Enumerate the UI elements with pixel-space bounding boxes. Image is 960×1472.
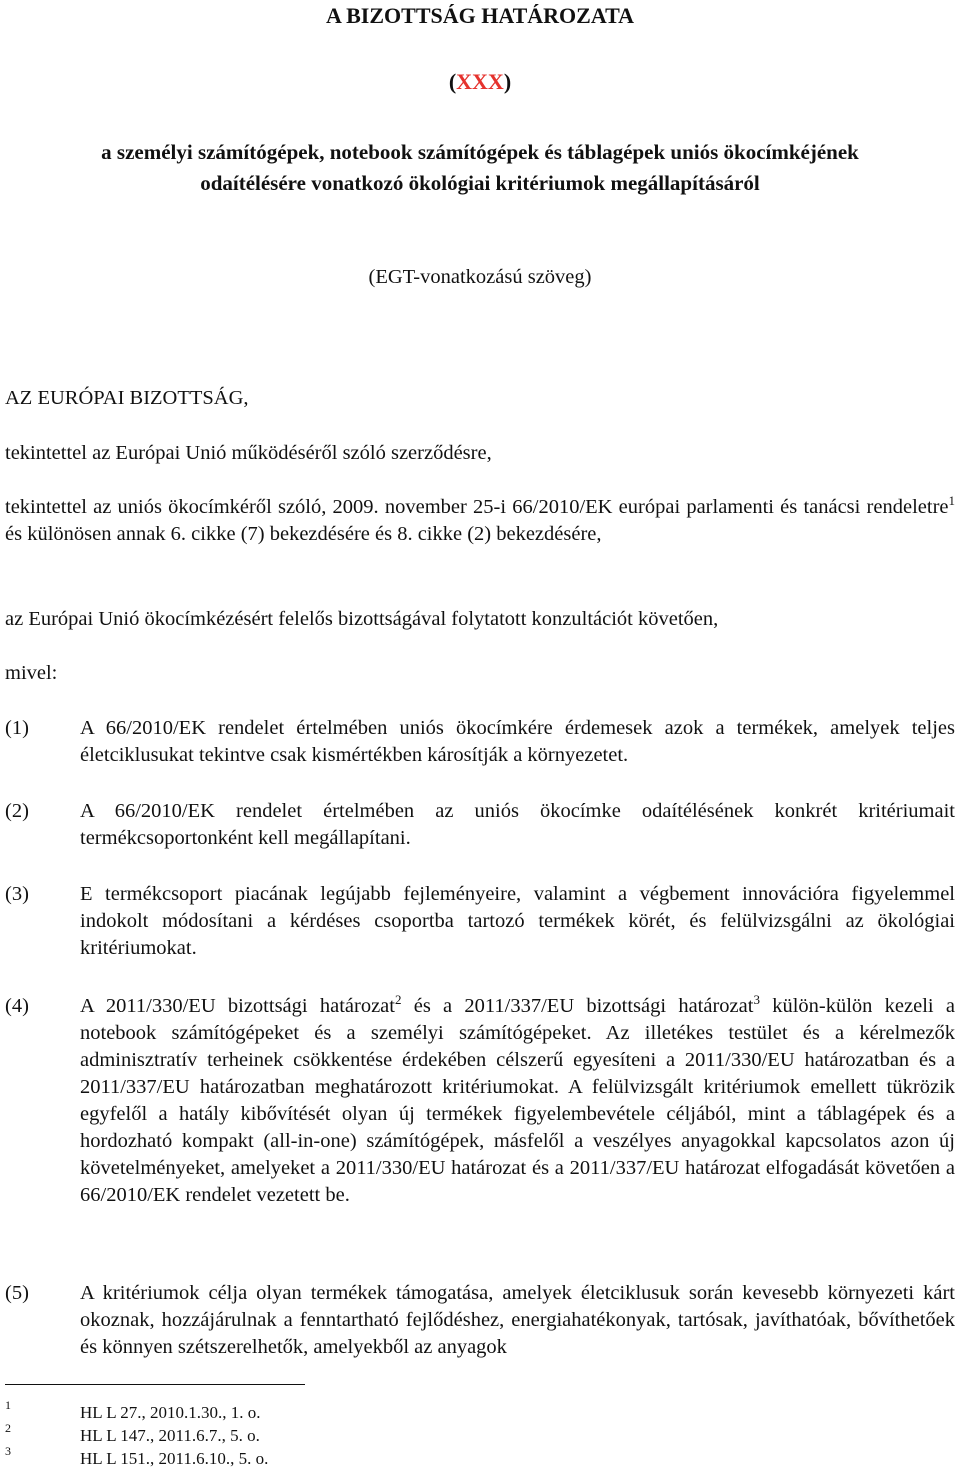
footnote-ref-1[interactable]: 1 [948,493,955,509]
recital-4-text-c: külön-külön kezeli a notebook számítógépeket és a személyi számítógépeket. Az illetékes testület és a kérelmezők adminisztratív terheinek csökkentése érdekében célszerű egyesíteni a 2011/330/EU határozatban és a 2011/337/EU határozatban meghatározott kritériumokat. A felülvizsgált kritériumok emellett tükrözik egyfelől a hatály kibővítését olyan új termékek figyelembevétele céljából, mint a táblagépek és a hordozható kompakt (all-in-one) számítógépek, másfelől a veszélyes anyagokkal kapcsolatos azon új követelményeket, amelyeket a 2011/330/EU határozat és a 2011/337/EU határozat elfogadását követően a 66/2010/EK rendelet vezetett be. [80,995,955,1206]
citation-consultation: az Európai Unió ökocímkézésért felelős bizottságával folytatott konzultációt követően, [5,608,719,630]
recital-number: (5) [5,1282,29,1304]
citation-regulation [5,494,955,548]
recital-text: A 66/2010/EK rendelet értelmében uniós ökocímkére érdemesek azok a termékek, amelyek teljes életciklusukat tekintve csak kismértékben károsítják a környezetet. [80,717,955,766]
recital-number: (3) [5,883,29,905]
footnote-number: 2 [5,1421,11,1435]
eea-relevance-note: (EGT-vonatkozású szöveg) [368,266,592,288]
footnote-text: HL L 27., 2010.1.30., 1. o. [80,1403,261,1422]
recital-text: E termékcsoport piacának legújabb fejleményeire, valamint a végbement innovációra figyelemmel indokolt módosítani a kérdéses csoportba tartozó termékek körét, és felülvizsgálni az ökológiai kritériumokat. [80,883,955,959]
recital-number: (1) [5,717,29,739]
decision-title: A BIZOTTSÁG HATÁROZATA [325,3,635,28]
footnote-number: 1 [5,1398,11,1412]
footnote-text: HL L 151., 2011.6.10., 5. o. [80,1449,269,1468]
recital-text: A 66/2010/EK rendelet értelmében az uniós ökocímke odaítélésének konkrét kritériumait termékcsoportonként kell megállapítani. [80,800,955,849]
recital-number: (2) [5,800,29,822]
recital-4-text-b: és a 2011/337/EU bizottsági határozat [401,995,754,1017]
footnote-separator [5,1384,305,1385]
citation-regulation-text-a: tekintettel az uniós ökocímkéről szóló, 2009. november 25-i 66/2010/EK európai parlamenti és tanácsi rendeletre [5,496,949,518]
citation-regulation-text-b: és különösen annak 6. cikke (7) bekezdésére és 8. cikke (2) bekezdésére, [5,523,602,545]
citation-treaty: tekintettel az Európai Unió működéséről szóló szerződésre, [5,442,492,464]
subtitle-line-1: a személyi számítógépek, notebook számítógépek és táblagépek uniós ökocímkéjének [101,140,859,164]
footnote-number: 3 [5,1444,11,1458]
subtitle-line-2: odaítélésére vonatkozó ökológiai kritériumok megállapításáról [200,171,760,195]
decision-number-placeholder: XXX [456,69,504,94]
recital-text [80,993,955,1209]
footnote-ref-3[interactable]: 3 [753,992,760,1008]
decision-number [0,69,960,95]
recital-text: A kritériumok célja olyan termékek támogatása, amelyek életciklusuk során kevesebb környezeti kárt okoznak, hozzájárulnak a fenntartható fejlődéshez, energiahatékonyak, tartósak, javíthatóak, bővíthetőek és könnyen szétszerelhetők, amelyekből az anyagok [80,1282,955,1358]
whereas-label: mivel: [5,662,58,684]
footnote-ref-2[interactable]: 2 [394,992,402,1008]
recital-number: (4) [5,995,29,1017]
number-open-paren: ( [448,69,457,94]
footnote-text: HL L 147., 2011.6.7., 5. o. [80,1426,260,1445]
commission-heading: AZ EURÓPAI BIZOTTSÁG, [5,387,249,409]
recital-4-text-a: A 2011/330/EU bizottsági határozat [80,995,395,1017]
number-close-paren: ) [503,69,512,94]
